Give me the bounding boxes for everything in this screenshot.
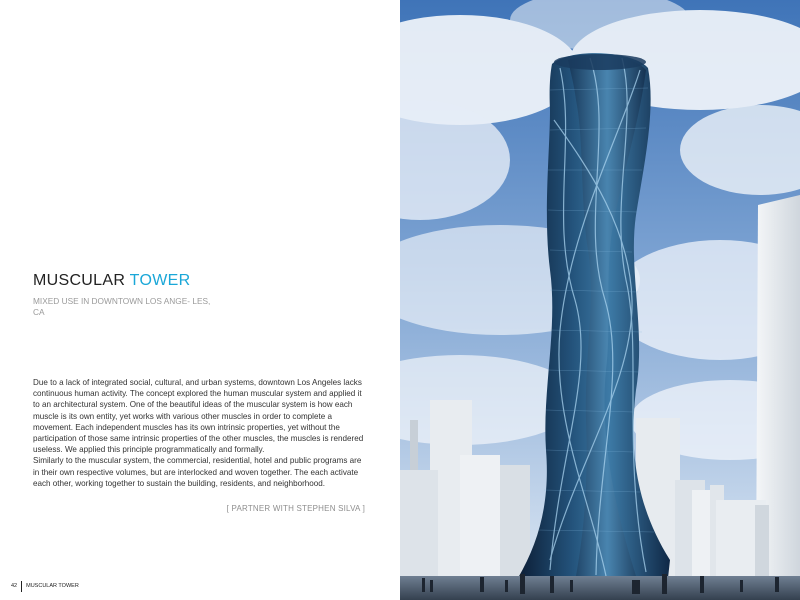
page-footer <box>11 580 79 592</box>
tower-rendering-image <box>400 0 800 600</box>
project-title <box>33 272 190 290</box>
partner-credit: [ PARTNER WITH STEPHEN SILVA ] <box>226 504 365 513</box>
tower-rendering <box>400 0 800 600</box>
page-number: 42 <box>11 583 18 589</box>
project-subtitle: MIXED USE IN DOWNTOWN LOS ANGE- LES, CA <box>33 296 211 317</box>
footer-divider <box>21 581 22 592</box>
footer-section-title: MUSCULAR TOWER <box>26 583 79 589</box>
description-paragraph-1: Due to a lack of integrated social, cultural, and urban systems, downtown Los Angeles lacks continuous human activity. The concept explored the human muscular system and applied it to an architectural system. One of the beautiful ideas of the muscular system is how each muscle is its own entity, yet works with various other muscles in order to complete a movement. Each independent muscles has its own intrinsic properties, yet without the participation of those same intrinsic properties of the other muscles, the muscles is rendered useless. We applied this principle programmatically and formally. <box>33 378 364 455</box>
description-paragraph-2: Similarly to the muscular system, the commercial, residential, hotel and public programs are in their own respective volumes, but are interlocked and woven together. The each activate each other, working together to sustain the building, residents, and neighborhood. <box>33 456 362 488</box>
project-title-main: MUSCULAR <box>33 272 126 289</box>
project-description <box>33 377 365 489</box>
project-title-accent: TOWER <box>129 272 191 289</box>
